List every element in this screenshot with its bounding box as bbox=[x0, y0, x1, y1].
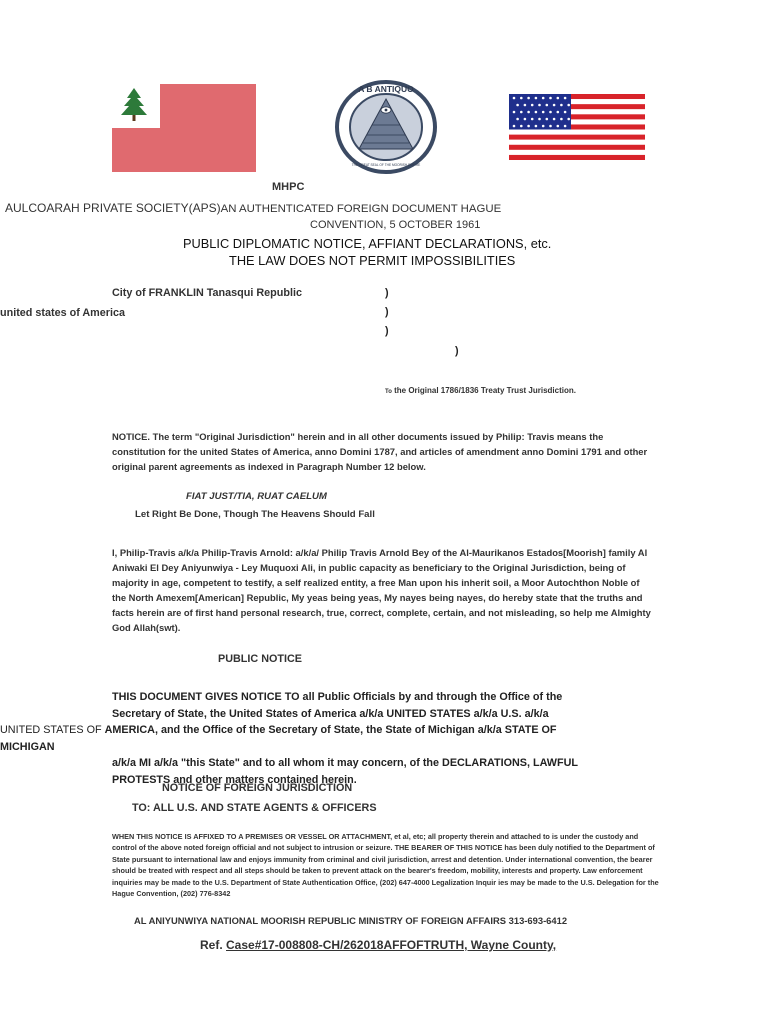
maxim-english: Let Right Be Done, Though The Heavens Should Fall bbox=[135, 509, 375, 520]
flag-star bbox=[542, 97, 545, 100]
maxim-latin: FIAT JUST/TIA, RUAT CAELUM bbox=[186, 491, 327, 502]
city-caption: City of FRANKLIN Tanasqui Republic bbox=[112, 287, 302, 299]
pine-tree-flag bbox=[112, 84, 256, 172]
flag-star bbox=[553, 118, 556, 121]
flag-star bbox=[520, 125, 523, 128]
seal-inner-text: THE GREAT SEAL OF THE MOORISH EMPIRE bbox=[351, 163, 421, 167]
header-line-2: CONVENTION, 5 OCTOBER 1961 bbox=[310, 219, 481, 231]
flag-star bbox=[567, 118, 570, 121]
flag-stripe bbox=[509, 150, 645, 155]
flag-star bbox=[549, 111, 552, 114]
flag-stripe bbox=[509, 130, 645, 135]
society-name: AULCOARAH PRIVATE SOCIETY(APS) bbox=[5, 201, 221, 215]
flag-stripe bbox=[509, 155, 645, 160]
flag-star bbox=[567, 104, 570, 107]
caption-paren-2: ) bbox=[385, 306, 389, 318]
flag-star bbox=[538, 118, 541, 121]
pine-tree-icon bbox=[112, 84, 160, 128]
flag-star bbox=[527, 97, 530, 100]
flag-star bbox=[553, 104, 556, 107]
ref-label: Ref. bbox=[200, 938, 227, 952]
flag-star bbox=[549, 97, 552, 100]
case-number: Case#17-008808-CH/262018AFFOFTRUTH, Wayne County, bbox=[226, 938, 557, 952]
public-notice-line-3-start: UNITED STATES OF bbox=[0, 724, 105, 736]
flag-star bbox=[513, 125, 516, 128]
flag-star bbox=[520, 111, 523, 114]
flag-star bbox=[557, 111, 560, 114]
flag-star bbox=[531, 118, 534, 121]
flag-star bbox=[527, 111, 530, 114]
moorish-seal-icon bbox=[334, 79, 438, 175]
org-code: MHPC bbox=[272, 181, 305, 193]
public-notice-line-4: a/k/a MI a/k/a "this State" and to all whom it may concern, of the DECLARATIONS, LAWFUL bbox=[112, 757, 578, 769]
country-caption: united states of America bbox=[0, 307, 125, 319]
treaty-jurisdiction bbox=[385, 386, 576, 395]
public-notice-line-1: THIS DOCUMENT GIVES NOTICE TO all Public Officials by and through the Office of the bbox=[112, 691, 563, 703]
case-reference bbox=[200, 938, 556, 952]
flag-star bbox=[542, 125, 545, 128]
ministry-line: AL ANIYUNWIYA NATIONAL MOORISH REPUBLIC MINISTRY OF FOREIGN AFFAIRS 313-693-6412 bbox=[134, 915, 568, 926]
flag-star bbox=[531, 104, 534, 107]
flag-star bbox=[527, 125, 530, 128]
public-notice-line-5: PROTESTS and other matters contained herein. bbox=[112, 773, 357, 786]
flag-star bbox=[524, 118, 527, 121]
caption-paren-3: ) bbox=[385, 325, 389, 337]
flag-star bbox=[535, 97, 538, 100]
public-notice-line-2: Secretary of State, the United States of America a/k/a UNITED STATES a/k/a U.S. a/k/a bbox=[112, 707, 549, 720]
treaty-text: the Original 1786/1836 Treaty Trust Jurisdiction. bbox=[391, 386, 576, 395]
flag-star bbox=[557, 97, 560, 100]
convention-title: AN AUTHENTICATED FOREIGN DOCUMENT HAGUE bbox=[220, 203, 502, 215]
flag-star bbox=[535, 111, 538, 114]
header-line-1 bbox=[5, 201, 501, 215]
flag-star bbox=[535, 125, 538, 128]
flag-star bbox=[564, 111, 567, 114]
caption-paren-4: ) bbox=[455, 345, 459, 357]
us-flag bbox=[509, 94, 645, 160]
flag-star bbox=[513, 97, 516, 100]
flag-star bbox=[549, 125, 552, 128]
flag-star bbox=[564, 125, 567, 128]
flag-star bbox=[546, 104, 549, 107]
notice-definition: NOTICE. The term "Original Jurisdiction" herein and in all other documents issued by Philip: Travis means the constitution for the united States of America, anno Domini 1787, and articles of amendment anno Domini 1791 and other original parent agreements as indexed in Paragraph Number 12 below. bbox=[112, 431, 648, 472]
flag-star bbox=[524, 104, 527, 107]
treaty-prefix: To bbox=[385, 389, 392, 395]
flag-star bbox=[560, 118, 563, 121]
flag-stripe bbox=[509, 140, 645, 145]
flag-star bbox=[564, 97, 567, 100]
public-notice-body bbox=[0, 689, 672, 788]
public-notice-line-3 bbox=[0, 722, 560, 755]
flag-stripe bbox=[509, 145, 645, 150]
flag-star bbox=[520, 97, 523, 100]
flag-star bbox=[557, 125, 560, 128]
flag-star bbox=[542, 111, 545, 114]
document-subtitle: THE LAW DOES NOT PERMIT IMPOSSIBILITIES bbox=[229, 253, 516, 268]
foreign-jurisdiction-to: TO: ALL U.S. AND STATE AGENTS & OFFICERS bbox=[132, 802, 377, 814]
flag-star bbox=[513, 111, 516, 114]
caption-paren-1: ) bbox=[385, 287, 389, 299]
public-notice-line-3-rest: AMERICA, and the Office of the Secretary of State, the State of Michigan a/k/a STATE OF MICHIGAN bbox=[0, 724, 557, 753]
flag-star bbox=[516, 118, 519, 121]
foreign-jurisdiction-heading: NOTICE OF FOREIGN JURISDICTION bbox=[162, 782, 353, 794]
flag-stripe bbox=[509, 135, 645, 140]
flag-star bbox=[538, 104, 541, 107]
public-notice-heading: PUBLIC NOTICE bbox=[218, 653, 302, 665]
document-title: PUBLIC DIPLOMATIC NOTICE, AFFIANT DECLARATIONS, etc. bbox=[183, 236, 552, 251]
affixed-notice-fine-print: WHEN THIS NOTICE IS AFFIXED TO A PREMISES OR VESSEL OR ATTACHMENT, et al, etc; all property therein and attached to is under the custody and control of the above noted foreign official and not subject to intrusion or seizure. THE BEARER OF THIS NOTICE has been duly notified to the Department of State pursuant to international law and enjoys immunity from criminal and civil jurisdiction, arrest and detention. Under international convention, the bearer should be treated with respect and all steps should be taken to prevent attack on the bearer's freedom, mobility, interests and property. Law enforcement inquiries may be made to the U.S. Department of State Authentication Office, (202) 647-4000 Legalization Inquir ies may be made to the U.S. Delegation for the Hague Convention, (202) 776-8342 bbox=[112, 832, 659, 899]
affiant-declaration: I, Philip-Travis a/k/a Philip-Travis Arnold: a/k/a/ Philip Travis Arnold Bey of the Al-Maurikanos Estados[Moorish] family Al Aniwaki El Dey Aniyunwiya - Ley Muquoxi Ali, in public capacity as beneficiary to the Original Jurisdiction, being of majority in age, competent to testify, a self realized entity, a free Man upon his inherit soil, a Moor Autochthon Noble of the North Amexem[American] Republic, My yeas being yeas, My nayes being nayes, do hereby state that the truths and facts herein are of first hand personal research, true, correct, complete, certain, and not misleading, so help me Almighty God Allah(swt). bbox=[112, 547, 651, 633]
flag-canton bbox=[112, 84, 160, 128]
flag-star bbox=[546, 118, 549, 121]
seal-motto: A B ANTIQUO bbox=[358, 84, 414, 94]
flag-star bbox=[560, 104, 563, 107]
flag-star bbox=[516, 104, 519, 107]
